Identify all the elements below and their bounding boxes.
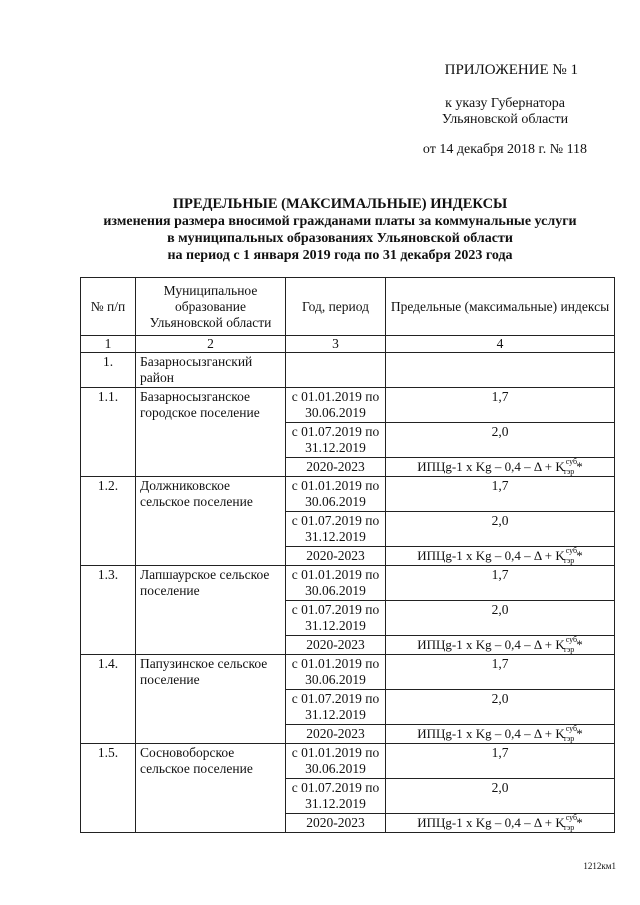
table-row xyxy=(81,744,615,779)
empty-cell xyxy=(286,353,386,388)
header-period: Год, период xyxy=(286,278,386,336)
indices-table xyxy=(80,277,615,833)
period-cell: с 01.01.2019 по 30.06.2019 xyxy=(286,655,386,690)
settlement-name: Папузинское сельское поселение xyxy=(136,655,286,744)
decree-line-2: Ульяновской области xyxy=(441,112,569,127)
formula-base: ИПЦg-1 х Kg – 0,4 – Δ + K xyxy=(417,637,565,652)
decree-line-1: к указу Губернатора xyxy=(445,96,565,111)
table-row xyxy=(81,477,615,512)
period-cell: с 01.01.2019 по 30.06.2019 xyxy=(286,477,386,512)
settlement-name: Сосновоборское сельское поселение xyxy=(136,744,286,833)
district-num: 1. xyxy=(81,353,136,388)
index-cell: 1,7 xyxy=(386,388,615,423)
settlement-name: Лапшаурское сельское поселение xyxy=(136,566,286,655)
formula-asterisk: * xyxy=(576,459,583,474)
title-line-3: в муниципальных образованиях Ульяновской области xyxy=(167,231,513,246)
header-name: Муниципальное образование Ульяновской области xyxy=(136,278,286,336)
title-line-4: на период с 1 января 2019 года по 31 декабря 2023 года xyxy=(167,248,513,263)
decree-reference xyxy=(400,96,610,158)
index-cell: 1,7 xyxy=(386,477,615,512)
formula-subscript: тэр xyxy=(563,734,575,743)
period-cell: с 01.07.2019 по 31.12.2019 xyxy=(286,423,386,458)
formula-asterisk: * xyxy=(576,815,583,830)
period-cell: 2020-2023 xyxy=(286,725,386,744)
period-cell: с 01.07.2019 по 31.12.2019 xyxy=(286,512,386,547)
period-cell: 2020-2023 xyxy=(286,636,386,655)
formula-cell xyxy=(386,814,615,833)
table-row xyxy=(81,388,615,423)
column-number-row xyxy=(81,336,615,353)
col-number: 2 xyxy=(136,336,286,353)
title-line-2: изменения размера вносимой гражданами платы за коммунальные услуги xyxy=(103,214,577,229)
col-number: 1 xyxy=(81,336,136,353)
formula-superscript: суб xyxy=(565,813,578,822)
formula-base: ИПЦg-1 х Kg – 0,4 – Δ + K xyxy=(417,548,565,563)
document-title xyxy=(60,196,620,264)
document-code: 1212км1 xyxy=(583,861,616,871)
formula-cell xyxy=(386,636,615,655)
period-cell: с 01.07.2019 по 31.12.2019 xyxy=(286,690,386,725)
appendix-label: ПРИЛОЖЕНИЕ № 1 xyxy=(444,62,578,78)
period-cell: с 01.07.2019 по 31.12.2019 xyxy=(286,601,386,636)
index-cell: 2,0 xyxy=(386,601,615,636)
formula-superscript: суб xyxy=(565,635,578,644)
formula-base: ИПЦg-1 х Kg – 0,4 – Δ + K xyxy=(417,459,565,474)
period-cell: 2020-2023 xyxy=(286,458,386,477)
table-row xyxy=(81,655,615,690)
table-row xyxy=(81,566,615,601)
district-row xyxy=(81,353,615,388)
period-cell: 2020-2023 xyxy=(286,814,386,833)
formula-asterisk: * xyxy=(576,637,583,652)
settlement-num: 1.4. xyxy=(81,655,136,744)
index-cell: 2,0 xyxy=(386,690,615,725)
formula-subscript: тэр xyxy=(563,556,575,565)
settlement-num: 1.3. xyxy=(81,566,136,655)
title-line-1: ПРЕДЕЛЬНЫЕ (МАКСИМАЛЬНЫЕ) ИНДЕКСЫ xyxy=(172,196,508,212)
formula-cell xyxy=(386,458,615,477)
formula-asterisk: * xyxy=(576,726,583,741)
index-cell: 2,0 xyxy=(386,512,615,547)
empty-cell xyxy=(386,353,615,388)
formula-cell xyxy=(386,725,615,744)
col-number: 4 xyxy=(386,336,615,353)
period-cell: с 01.01.2019 по 30.06.2019 xyxy=(286,744,386,779)
index-cell: 1,7 xyxy=(386,744,615,779)
formula-subscript: тэр xyxy=(563,645,575,654)
index-cell: 1,7 xyxy=(386,655,615,690)
period-cell: с 01.01.2019 по 30.06.2019 xyxy=(286,388,386,423)
formula-superscript: суб xyxy=(565,457,578,466)
index-cell: 1,7 xyxy=(386,566,615,601)
formula-subscript: тэр xyxy=(563,467,575,476)
index-cell: 2,0 xyxy=(386,779,615,814)
settlement-name: Должниковское сельское поселение xyxy=(136,477,286,566)
formula-asterisk: * xyxy=(576,548,583,563)
formula-subscript: тэр xyxy=(563,823,575,832)
period-cell: с 01.07.2019 по 31.12.2019 xyxy=(286,779,386,814)
formula-cell xyxy=(386,547,615,566)
settlement-num: 1.2. xyxy=(81,477,136,566)
formula-superscript: суб xyxy=(565,546,578,555)
col-number: 3 xyxy=(286,336,386,353)
index-cell: 2,0 xyxy=(386,423,615,458)
settlement-name: Базарносызганское городское поселение xyxy=(136,388,286,477)
settlement-num: 1.5. xyxy=(81,744,136,833)
formula-superscript: суб xyxy=(565,724,578,733)
header-num: № п/п xyxy=(81,278,136,336)
header-index: Предельные (максимальные) индексы xyxy=(386,278,615,336)
period-cell: с 01.01.2019 по 30.06.2019 xyxy=(286,566,386,601)
decree-date: от 14 декабря 2018 г. № 118 xyxy=(422,142,588,157)
table-header-row xyxy=(81,278,615,336)
district-name: Базарносызганский район xyxy=(136,353,286,388)
formula-base: ИПЦg-1 х Kg – 0,4 – Δ + K xyxy=(417,815,565,830)
period-cell: 2020-2023 xyxy=(286,547,386,566)
settlement-num: 1.1. xyxy=(81,388,136,477)
formula-base: ИПЦg-1 х Kg – 0,4 – Δ + K xyxy=(417,726,565,741)
